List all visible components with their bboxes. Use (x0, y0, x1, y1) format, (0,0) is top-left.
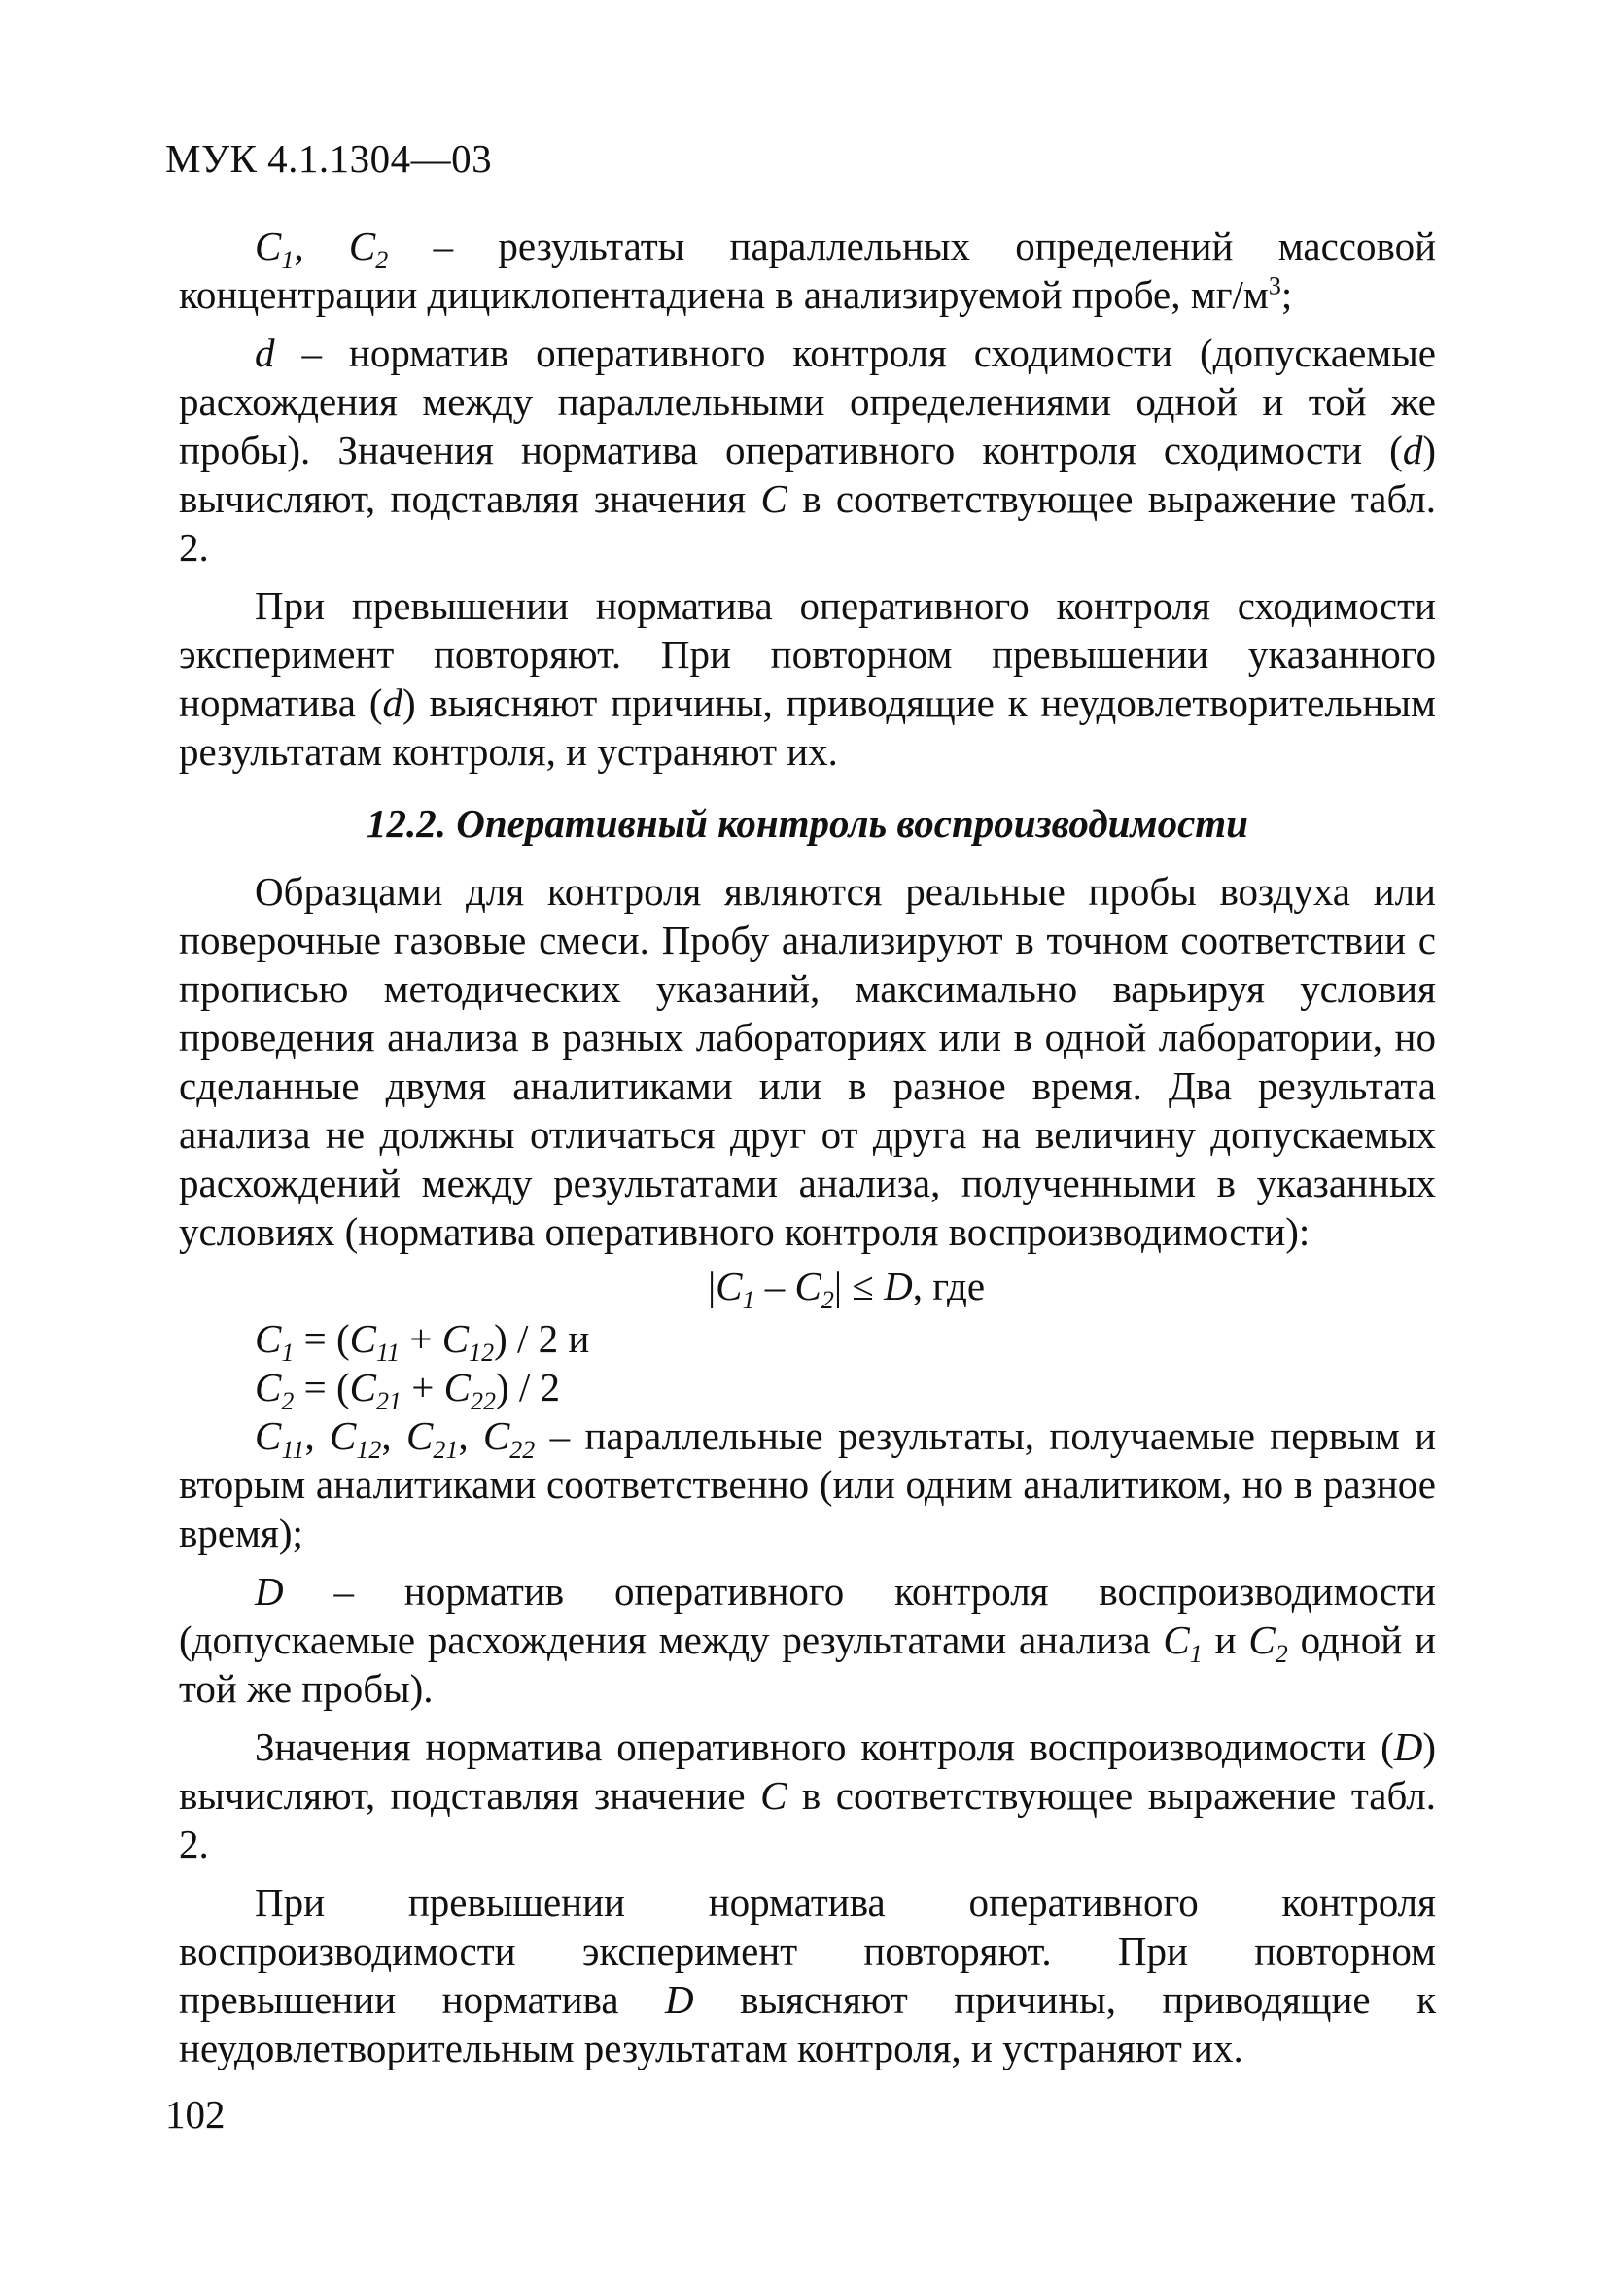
formula-text: ) / 2 (495, 1365, 561, 1409)
paragraph-text: ) вычисляют, подставляя значение (179, 1724, 1436, 1818)
paragraph-D-values (179, 1722, 1436, 1868)
subscript: 1 (742, 1286, 755, 1315)
abs-bar: | (707, 1264, 717, 1308)
subscript: 2 (281, 1387, 295, 1416)
formula-lines (255, 1314, 1436, 1416)
separator: , (294, 224, 349, 268)
punctuation: ; (1280, 272, 1293, 317)
subscript: 11 (376, 1339, 401, 1368)
symbol-D: D (255, 1569, 284, 1614)
definition-text: – норматив оперативного контроля воспроизводимости (допускаемые расхождения между результатами анализа (179, 1569, 1436, 1662)
paragraph-text: в соответствующее выражение табл. 2. (179, 1773, 1436, 1866)
definition-text: ) вычисляют, подставляя значения (179, 428, 1436, 521)
paragraph-d-definition (179, 329, 1436, 572)
symbol: C (349, 1365, 376, 1409)
subscript: 1 (281, 246, 295, 275)
symbol-D: D (665, 1977, 694, 2022)
paragraph-text: – параллельные результаты, получаемые первым и вторым аналитиками соответственно (или одним аналитиком, но в разное время); (179, 1413, 1437, 1555)
symbol: C (443, 1365, 471, 1409)
subscript: 1 (281, 1339, 295, 1368)
superscript: 3 (1268, 271, 1281, 300)
symbol: C (441, 1316, 470, 1361)
symbol: C (349, 1316, 376, 1361)
subscript: 2 (821, 1286, 834, 1315)
subscript: 2 (1275, 1640, 1288, 1669)
subscript: 21 (376, 1387, 402, 1416)
definition-text: одной и той же пробы). (179, 1618, 1436, 1711)
operator: – (754, 1264, 795, 1308)
paragraph-parallel-results (179, 1411, 1436, 1557)
paragraph-text: При превышении норматива оперативного контроля воспроизводимости эксперимент повторяют. При повторном превышении норматива (179, 1880, 1436, 2022)
operator: ≤ (842, 1264, 885, 1308)
operator: + (400, 1316, 442, 1361)
operator: = ( (294, 1316, 350, 1361)
separator: , (458, 1413, 483, 1458)
paragraph-text: Значения норматива оперативного контроля воспроизводимости ( (255, 1724, 1394, 1769)
definition-text: – норматив оперативного контроля сходимости (допускаемые расхождения между параллельными определениями одной и той же пробы). Значения норматива оперативного контроля сходимости ( (179, 330, 1436, 472)
symbol-d: D (884, 1264, 913, 1308)
subscript: 22 (470, 1387, 496, 1416)
paragraph-text: ) выясняют причины, приводящие к неудовлетворительным результатам контроля, и устраняют их. (179, 680, 1436, 774)
formula-text: , где (912, 1264, 986, 1308)
symbol-c1: C (255, 224, 282, 268)
symbol-c2: C (1248, 1618, 1276, 1662)
symbol-c2: C (348, 224, 376, 268)
formula-main (257, 1262, 1436, 1315)
symbol-c1: C (716, 1264, 743, 1308)
definition-text: – результаты параллельных определений массовой концентрации дициклопентадиена в анализируемой пробе, мг/м (179, 224, 1437, 317)
symbol: C (255, 1316, 282, 1361)
separator: , (304, 1413, 331, 1458)
paragraph-text: выясняют причины, приводящие к неудовлетворительным результатам контроля, и устраняют их. (179, 1977, 1436, 2070)
subscript: 12 (469, 1339, 495, 1368)
symbol: C (255, 1413, 282, 1458)
separator: , (381, 1413, 406, 1458)
subscript: 21 (433, 1436, 459, 1465)
operator: = ( (294, 1365, 350, 1409)
symbol-c2: C (794, 1264, 821, 1308)
paragraph-D-definition (179, 1567, 1436, 1713)
paragraph-exceed-reproducibility (179, 1878, 1436, 2072)
symbol-c: C (760, 1773, 787, 1818)
operator: + (402, 1365, 444, 1409)
page-header: МУК 4.1.1304—03 (165, 136, 493, 181)
section-heading: 12.2. Оперативный контроль воспроизводимости (367, 801, 1248, 846)
subscript: 11 (281, 1436, 305, 1465)
abs-bar: | (833, 1264, 843, 1308)
formula-c1 (255, 1314, 1436, 1368)
formula-text: ) / 2 и (494, 1316, 590, 1361)
page-number: 102 (165, 2092, 226, 2137)
formula-c2 (255, 1363, 1436, 1416)
conjunction: и (1202, 1618, 1249, 1662)
symbol-d: d (382, 680, 402, 725)
paragraph-exceed-convergence (179, 581, 1436, 776)
definition-text: в соответствующее выражение табл. 2. (179, 476, 1436, 570)
paragraph-text: При превышении норматива оперативного контроля сходимости эксперимент повторяют. При повторном превышении указанного норматива ( (179, 583, 1436, 725)
symbol-d: d (255, 330, 275, 375)
subscript: 1 (1189, 1640, 1203, 1669)
paragraph-c1-c2-definition (179, 222, 1436, 319)
symbol: C (405, 1413, 434, 1458)
subscript: 2 (375, 246, 389, 275)
symbol-c: C (760, 476, 787, 521)
body-text (179, 222, 1436, 2072)
paragraph-samples: Образцами для контроля являются реальные пробы воздуха или поверочные газовые смеси. Пробу анализируют в точном соответствии с прописью методических указаний, максимально варьируя условия проведения анализа в разных лабораториях или в одной лаборатории, но сделанные двумя аналитиками или в разное время. Два результата анализа не должны отличаться друг от друга на величину допускаемых расхождений между результатами анализа, полученными в указанных условиях (норматива оперативного контроля воспроизводимости): (179, 869, 1436, 1254)
symbol-d: d (1402, 428, 1423, 472)
symbol-c1: C (1163, 1618, 1190, 1662)
subscript: 22 (509, 1436, 536, 1465)
symbol: C (330, 1413, 357, 1458)
symbol-D: D (1393, 1724, 1423, 1769)
subscript: 12 (356, 1436, 382, 1465)
symbol: C (482, 1413, 510, 1458)
symbol: C (255, 1365, 282, 1409)
